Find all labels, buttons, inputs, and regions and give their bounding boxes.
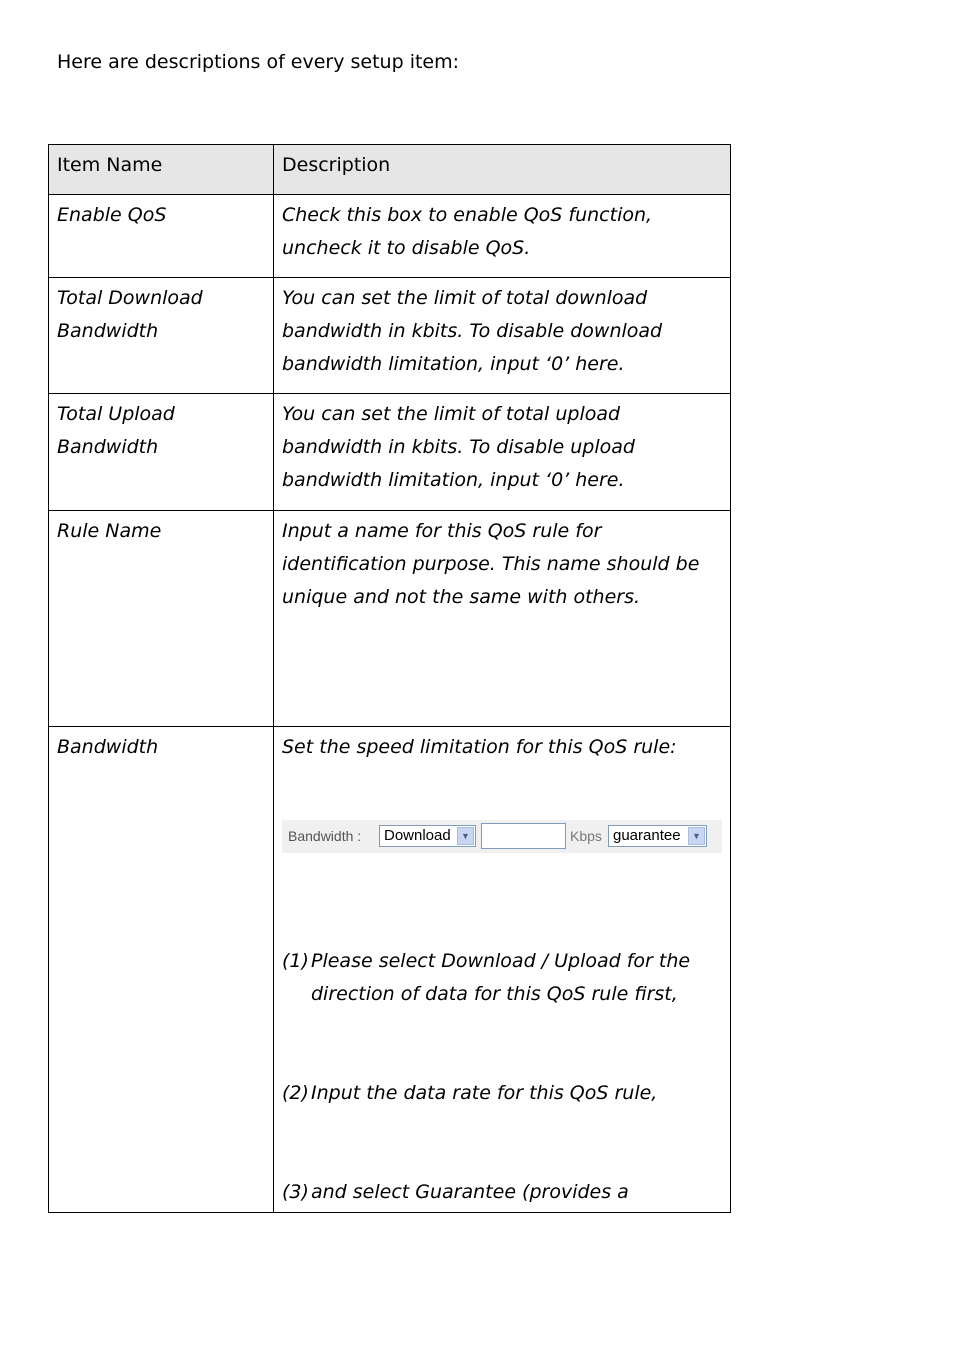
description-cell: You can set the limit of total download bandwidth in kbits. To disable download bandwidth limitation, input ‘0’ here. <box>274 278 731 394</box>
description-cell <box>274 727 731 1213</box>
bandwidth-label: Bandwidth : <box>288 828 362 844</box>
direction-select-value: Download <box>384 827 451 844</box>
item-name-cell: Enable QoS <box>49 195 274 278</box>
table-row <box>49 727 731 1213</box>
item-name-cell: Bandwidth <box>49 727 274 1213</box>
list-text: Please select Download / Upload for the direction of data for this QoS rule first, <box>311 950 691 1005</box>
list-number: (3) <box>282 1181 309 1203</box>
list-text: and select Guarantee (provides a <box>311 1181 629 1203</box>
list-text: Input the data rate for this QoS rule, <box>311 1082 658 1104</box>
table-row <box>49 394 731 511</box>
item-name-cell: Total Upload Bandwidth <box>49 394 274 511</box>
table-header-row <box>49 145 731 195</box>
direction-select[interactable] <box>379 825 476 847</box>
list-item <box>282 1176 722 1209</box>
rate-unit: Kbps <box>570 828 602 844</box>
list-item <box>282 1077 722 1110</box>
bandwidth-intro: Set the speed limitation for this QoS rule: <box>282 736 677 758</box>
setup-items-table <box>48 144 731 1213</box>
bandwidth-setting-screenshot <box>282 820 722 853</box>
table-row <box>49 278 731 394</box>
description-cell: Check this box to enable QoS function, uncheck it to disable QoS. <box>274 195 731 278</box>
description-cell: You can set the limit of total upload bandwidth in kbits. To disable upload bandwidth limitation, input ‘0’ here. <box>274 394 731 511</box>
intro-text: Here are descriptions of every setup item: <box>57 51 460 73</box>
list-number: (1) <box>282 950 309 972</box>
header-item-name: Item Name <box>49 145 274 195</box>
description-cell: Input a name for this QoS rule for identification purpose. This name should be unique and not the same with others. <box>274 511 731 727</box>
chevron-down-icon: ▼ <box>688 827 705 845</box>
table-row <box>49 511 731 727</box>
list-item <box>282 945 722 1011</box>
mode-select-value: guarantee <box>613 827 681 844</box>
rate-input[interactable] <box>481 823 566 849</box>
table-row <box>49 195 731 278</box>
mode-select[interactable] <box>608 825 707 847</box>
list-number: (2) <box>282 1082 309 1104</box>
item-name-cell: Total Download Bandwidth <box>49 278 274 394</box>
item-name-cell: Rule Name <box>49 511 274 727</box>
header-description: Description <box>274 145 731 195</box>
chevron-down-icon: ▼ <box>457 827 474 845</box>
